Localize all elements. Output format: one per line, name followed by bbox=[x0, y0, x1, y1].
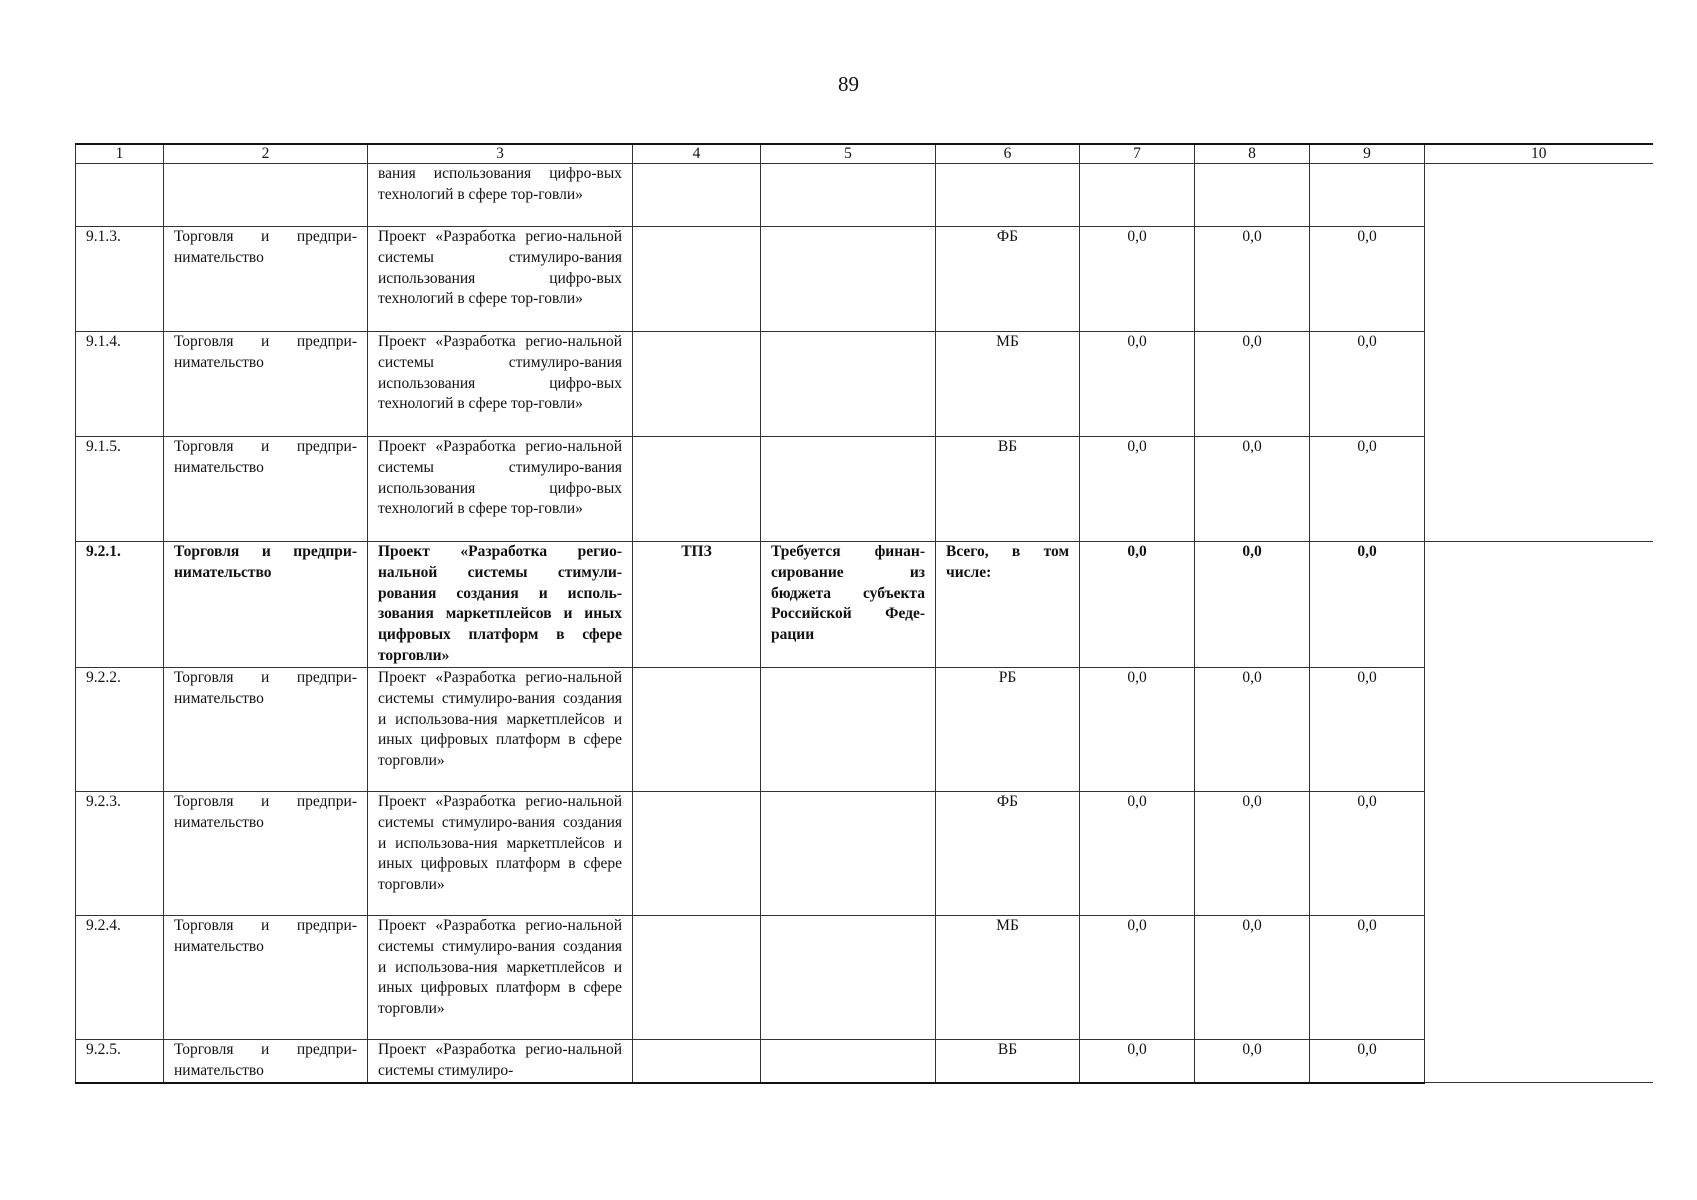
budget-table bbox=[75, 143, 1653, 1084]
table-row bbox=[76, 332, 1653, 437]
section-cell: Торговля и предпри-нимательство bbox=[164, 332, 368, 437]
note-cell bbox=[761, 227, 936, 332]
note-cell bbox=[761, 792, 936, 916]
value-cell-9: 0,0 bbox=[1310, 1040, 1425, 1083]
code-cell bbox=[633, 1040, 761, 1083]
section-cell: Торговля и предпри-нимательство bbox=[164, 542, 368, 668]
source-cell: МБ bbox=[936, 332, 1080, 437]
header-col-1: 1 bbox=[76, 144, 164, 164]
note-cell bbox=[761, 437, 936, 542]
source-cell: Всего, в том числе: bbox=[936, 542, 1080, 668]
header-col-4: 4 bbox=[633, 144, 761, 164]
col-10-cell bbox=[1425, 542, 1653, 1083]
value-cell-7: 0,0 bbox=[1080, 542, 1195, 668]
value-cell-7: 0,0 bbox=[1080, 227, 1195, 332]
value-cell-7: 0,0 bbox=[1080, 668, 1195, 792]
project-cell: Проект «Разработка регио-нальной системы стимулиро-вания использования цифро-вых технологий в сфере тор-говли» bbox=[368, 227, 633, 332]
header-col-2: 2 bbox=[164, 144, 368, 164]
value-cell-9: 0,0 bbox=[1310, 227, 1425, 332]
row-number: 9.1.3. bbox=[76, 227, 164, 332]
table-row bbox=[76, 437, 1653, 542]
value-cell-7 bbox=[1080, 164, 1195, 227]
section-cell: Торговля и предпри-нимательство bbox=[164, 437, 368, 542]
section-cell: Торговля и предпри-нимательство bbox=[164, 792, 368, 916]
value-cell-8: 0,0 bbox=[1195, 1040, 1310, 1083]
note-cell bbox=[761, 332, 936, 437]
value-cell-8: 0,0 bbox=[1195, 332, 1310, 437]
row-number: 9.2.2. bbox=[76, 668, 164, 792]
header-col-9: 9 bbox=[1310, 144, 1425, 164]
row-number: 9.2.5. bbox=[76, 1040, 164, 1083]
table-row bbox=[76, 916, 1653, 1040]
table-row bbox=[76, 227, 1653, 332]
project-cell: Проект «Разработка регио-нальной системы стимулиро- bbox=[368, 1040, 633, 1083]
header-col-6: 6 bbox=[936, 144, 1080, 164]
project-cell: Проект «Разработка регио-нальной системы стимулиро-вания создания и использова-ния маркетплейсов и иных цифровых платформ в сфере торговли» bbox=[368, 792, 633, 916]
section-cell bbox=[164, 164, 368, 227]
value-cell-8 bbox=[1195, 164, 1310, 227]
code-cell bbox=[633, 437, 761, 542]
table-row bbox=[76, 1040, 1653, 1083]
value-cell-8: 0,0 bbox=[1195, 542, 1310, 668]
value-cell-7: 0,0 bbox=[1080, 332, 1195, 437]
row-number bbox=[76, 164, 164, 227]
value-cell-9: 0,0 bbox=[1310, 668, 1425, 792]
note-cell bbox=[761, 164, 936, 227]
value-cell-8: 0,0 bbox=[1195, 437, 1310, 542]
project-cell: Проект «Разработка регио-нальной системы стимулиро-вания создания и использова-ния маркетплейсов и иных цифровых платформ в сфере торговли» bbox=[368, 916, 633, 1040]
source-cell: ФБ bbox=[936, 792, 1080, 916]
value-cell-9: 0,0 bbox=[1310, 332, 1425, 437]
section-cell: Торговля и предпри-нимательство bbox=[164, 1040, 368, 1083]
project-cell: Проект «Разработка регио-нальной системы стимулиро-вания использования цифро-вых технологий в сфере тор-говли» bbox=[368, 437, 633, 542]
value-cell-8: 0,0 bbox=[1195, 227, 1310, 332]
code-cell: ТПЗ bbox=[633, 542, 761, 668]
header-col-5: 5 bbox=[761, 144, 936, 164]
table-row bbox=[76, 542, 1653, 668]
value-cell-9: 0,0 bbox=[1310, 916, 1425, 1040]
code-cell bbox=[633, 668, 761, 792]
table-row bbox=[76, 164, 1653, 227]
project-cell: Проект «Разработка регио-нальной системы стимулиро-вания использования цифро-вых технологий в сфере тор-говли» bbox=[368, 332, 633, 437]
header-col-3: 3 bbox=[368, 144, 633, 164]
source-cell: ВБ bbox=[936, 1040, 1080, 1083]
row-number: 9.2.3. bbox=[76, 792, 164, 916]
value-cell-9: 0,0 bbox=[1310, 542, 1425, 668]
table-row bbox=[76, 792, 1653, 916]
value-cell-7: 0,0 bbox=[1080, 1040, 1195, 1083]
value-cell-8: 0,0 bbox=[1195, 916, 1310, 1040]
header-col-10: 10 bbox=[1425, 144, 1653, 164]
code-cell bbox=[633, 164, 761, 227]
row-number: 9.1.5. bbox=[76, 437, 164, 542]
project-cell: Проект «Разработка регио-нальной системы стимули-рования создания и исполь-зования маркетплейсов и иных цифровых платформ в сфере торговли» bbox=[368, 542, 633, 668]
table-row bbox=[76, 668, 1653, 792]
source-cell: РБ bbox=[936, 668, 1080, 792]
value-cell-7: 0,0 bbox=[1080, 792, 1195, 916]
value-cell-8: 0,0 bbox=[1195, 792, 1310, 916]
code-cell bbox=[633, 916, 761, 1040]
value-cell-9 bbox=[1310, 164, 1425, 227]
header-col-7: 7 bbox=[1080, 144, 1195, 164]
code-cell bbox=[633, 332, 761, 437]
value-cell-9: 0,0 bbox=[1310, 792, 1425, 916]
source-cell: ВБ bbox=[936, 437, 1080, 542]
section-cell: Торговля и предпри-нимательство bbox=[164, 668, 368, 792]
note-cell bbox=[761, 1040, 936, 1083]
value-cell-8: 0,0 bbox=[1195, 668, 1310, 792]
value-cell-9: 0,0 bbox=[1310, 437, 1425, 542]
section-cell: Торговля и предпри-нимательство bbox=[164, 916, 368, 1040]
code-cell bbox=[633, 792, 761, 916]
project-cell: Проект «Разработка регио-нальной системы стимулиро-вания создания и использова-ния маркетплейсов и иных цифровых платформ в сфере торговли» bbox=[368, 668, 633, 792]
source-cell bbox=[936, 164, 1080, 227]
page-number: 89 bbox=[838, 72, 859, 96]
row-number: 9.2.4. bbox=[76, 916, 164, 1040]
note-cell bbox=[761, 668, 936, 792]
project-cell: вания использования цифро-вых технологий в сфере тор-говли» bbox=[368, 164, 633, 227]
source-cell: ФБ bbox=[936, 227, 1080, 332]
note-cell: Требуется финан-сирование из бюджета субъекта Российской Феде-рации bbox=[761, 542, 936, 668]
table-header-row bbox=[76, 144, 1653, 164]
row-number: 9.2.1. bbox=[76, 542, 164, 668]
note-cell bbox=[761, 916, 936, 1040]
value-cell-7: 0,0 bbox=[1080, 916, 1195, 1040]
row-number: 9.1.4. bbox=[76, 332, 164, 437]
header-col-8: 8 bbox=[1195, 144, 1310, 164]
code-cell bbox=[633, 227, 761, 332]
value-cell-7: 0,0 bbox=[1080, 437, 1195, 542]
col-10-cell bbox=[1425, 164, 1653, 542]
source-cell: МБ bbox=[936, 916, 1080, 1040]
section-cell: Торговля и предпри-нимательство bbox=[164, 227, 368, 332]
